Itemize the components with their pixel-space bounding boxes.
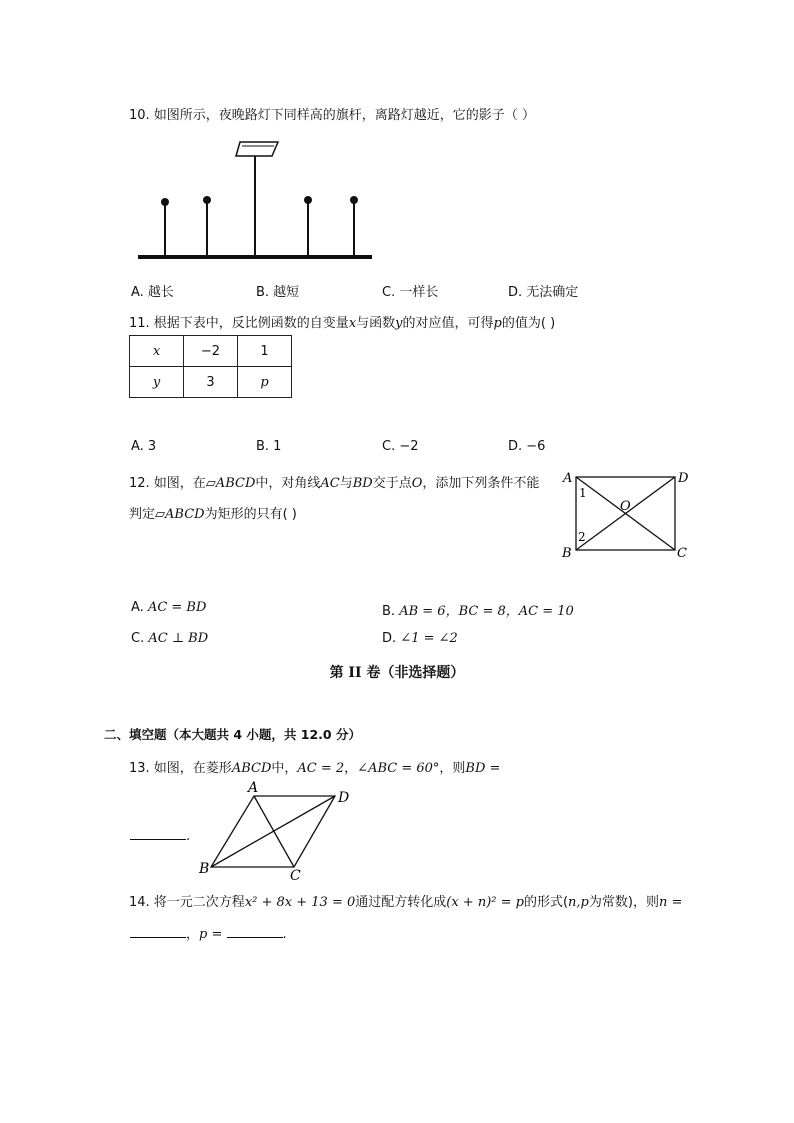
table-cell: 1	[238, 336, 292, 367]
q14-stem: 14. 将一元二次方程x² + 8x + 13 = 0通过配方转化成(x + n)² = p的形式(n,p为常数)，则n =	[129, 895, 683, 910]
table-cell: x	[130, 336, 184, 367]
q10-figure	[136, 136, 376, 262]
label-b: B	[562, 546, 572, 561]
q12-option-c: C. AC ⊥ BD	[131, 631, 209, 646]
q12-option-a: A. AC = BD	[131, 600, 207, 615]
table-cell: p	[238, 367, 292, 398]
label-a: A	[563, 471, 573, 486]
q11-option-c: C. −2	[382, 439, 419, 454]
q12-stem-line2: 判定▱ABCD为矩形的只有( )	[129, 507, 297, 522]
table-row	[130, 336, 292, 367]
flagpole-1	[161, 198, 169, 257]
q12-option-d: D. ∠1 = ∠2	[382, 631, 458, 646]
label-o: O	[620, 499, 631, 514]
label-angle-1: 1	[579, 486, 587, 500]
q13-rhombus-figure	[196, 778, 356, 880]
diagonal-bd	[211, 796, 335, 867]
part-heading: 二、填空题（本大题共 4 小题，共 12.0 分）	[104, 727, 361, 742]
table-cell: y	[130, 367, 184, 398]
q11-option-d: D. −6	[508, 439, 546, 454]
answer-blank-n[interactable]	[130, 925, 186, 938]
table-row	[130, 367, 292, 398]
q11-option-a: A. 3	[131, 439, 157, 454]
label-d: D	[678, 471, 689, 486]
flagpole-4	[350, 196, 358, 257]
q12-rectangle-figure	[558, 466, 698, 566]
label-a: A	[248, 780, 259, 796]
answer-blank-p[interactable]	[227, 925, 283, 938]
q11-stem: 11. 根据下表中，反比例函数的自变量x与函数y的对应值，可得p的值为( )	[129, 316, 556, 331]
q10-option-b: B. 越短	[256, 285, 300, 300]
q11-option-b: B. 1	[256, 439, 282, 454]
q10-option-d: D. 无法确定	[508, 285, 579, 300]
q13-answer-blank[interactable]: .	[130, 827, 190, 844]
q10-option-a: A. 越长	[131, 285, 174, 300]
street-lamp	[236, 142, 278, 257]
flagpole-3	[304, 196, 312, 257]
label-d: D	[338, 790, 350, 806]
table-cell: 3	[184, 367, 238, 398]
q14-answer-line: ，p = .	[130, 923, 287, 942]
q11-value-table	[129, 335, 292, 398]
q13-stem: 13. 如图，在菱形ABCD中，AC = 2，∠ABC = 60°，则BD =	[129, 761, 501, 776]
answer-blank[interactable]	[130, 827, 186, 840]
q12-option-b: B. AB = 6，BC = 8，AC = 10	[382, 604, 574, 619]
label-angle-2: 2	[578, 530, 586, 544]
q12-stem-line1: 12. 如图，在▱ABCD中，对角线AC与BD交于点O，添加下列条件不能	[129, 476, 540, 491]
q10-stem: 10. 如图所示，夜晚路灯下同样高的旗杆，离路灯越近，它的影子（ ）	[129, 108, 535, 123]
label-c: C	[290, 868, 301, 880]
section-title: 第 II 卷（非选择题）	[329, 665, 465, 681]
label-b: B	[199, 861, 210, 877]
flagpole-2	[203, 196, 211, 257]
q10-option-c: C. 一样长	[382, 285, 439, 300]
label-c: C	[677, 546, 687, 561]
table-cell: −2	[184, 336, 238, 367]
